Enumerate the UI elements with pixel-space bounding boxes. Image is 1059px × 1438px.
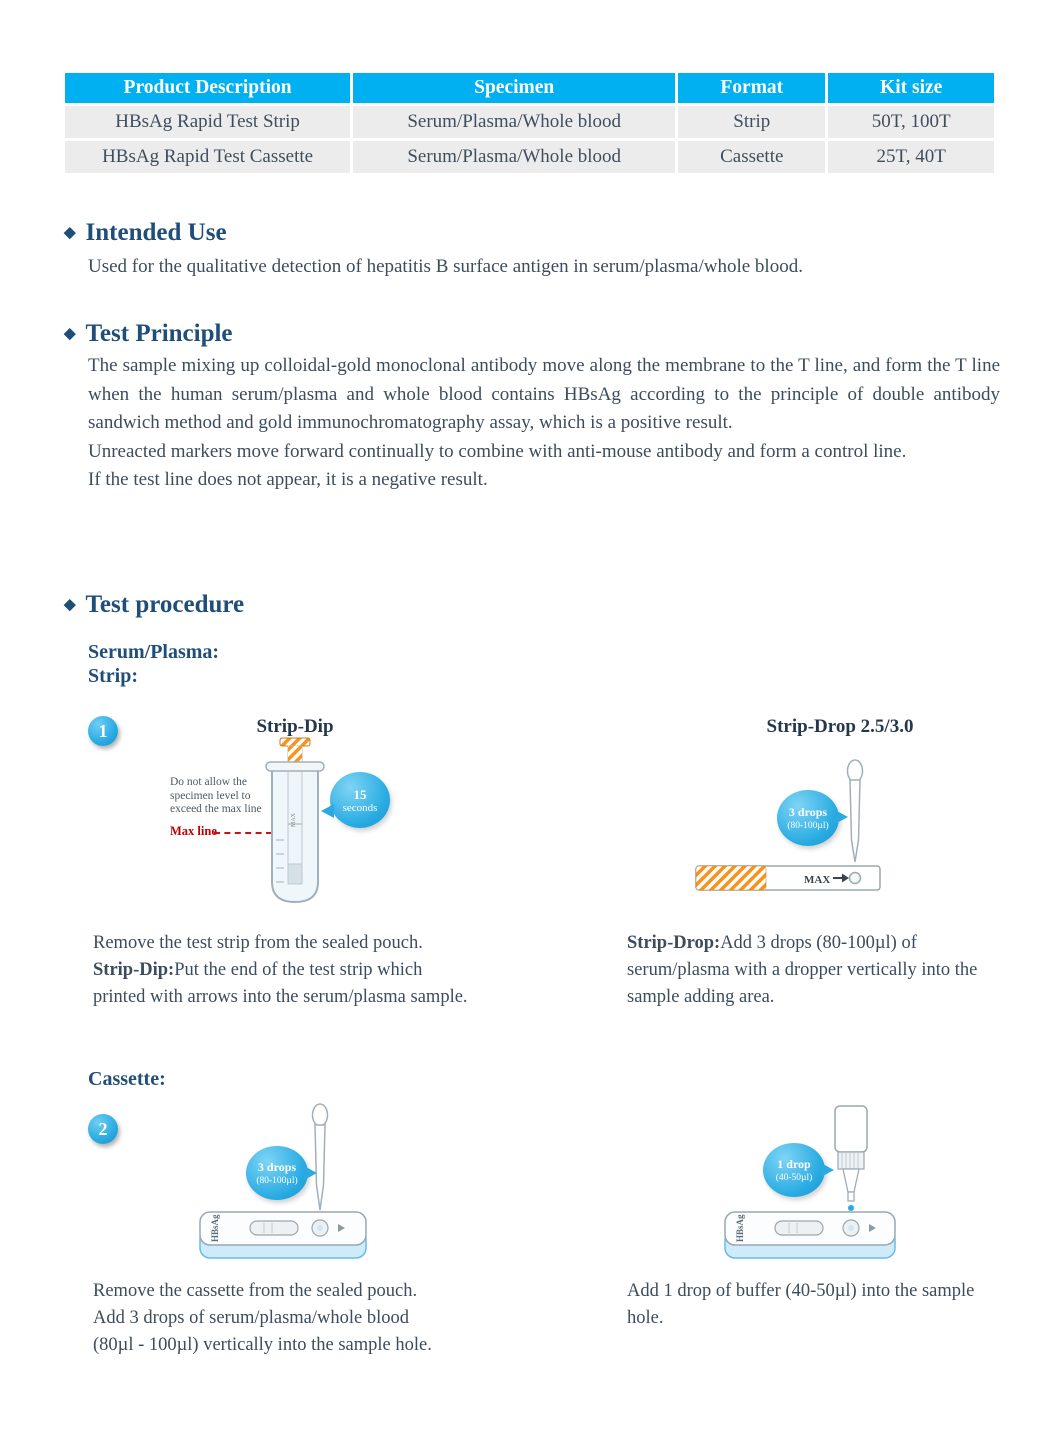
table-cell: 25T, 40T — [828, 141, 994, 173]
bubble-text: 3 drops — [788, 804, 828, 819]
sample-well-inner — [317, 1225, 323, 1231]
principle-paragraph: If the test line does not appear, it is a negative result. — [88, 469, 488, 490]
bottle-nozzle — [843, 1169, 859, 1192]
strip-drop-title: Strip-Drop 2.5/3.0 — [766, 716, 914, 737]
tube-rim — [266, 762, 324, 771]
drop-speech-bubble — [763, 1143, 825, 1197]
drops-speech-bubble — [246, 1146, 308, 1200]
strip-label: Strip: — [88, 665, 138, 687]
drops-speech-bubble — [777, 790, 839, 846]
dropper-bulb — [313, 1104, 328, 1126]
step-1-badge: 1 — [88, 716, 118, 746]
buffer-bottle-body — [835, 1106, 867, 1152]
bubble-text: seconds — [342, 801, 378, 814]
section-title: Test Principle — [85, 320, 233, 347]
droplet — [848, 1205, 854, 1211]
diamond-bullet-icon: ◆ — [64, 596, 76, 613]
nozzle-tip — [848, 1192, 854, 1201]
table-header-format: Format — [678, 73, 825, 103]
strip-dip-caption — [93, 930, 471, 1011]
caption-bold: Strip-Dip: — [93, 960, 175, 980]
step2-caption-block — [62, 1278, 997, 1398]
strip-dip-title: Strip-Dip — [256, 716, 334, 737]
caption-text: hole. — [627, 1308, 664, 1328]
intended-use-heading — [64, 218, 227, 248]
step2-figure-block — [62, 1098, 997, 1274]
test-procedure-heading — [64, 590, 244, 620]
table-cell: Cassette — [678, 141, 825, 173]
seconds-speech-bubble — [330, 772, 390, 828]
cassette-label: Cassette: — [88, 1068, 166, 1090]
table-header-specimen: Specimen — [353, 73, 675, 103]
dropper-shaft — [850, 780, 860, 862]
strip-hatch — [696, 866, 766, 890]
test-principle-body — [88, 352, 1000, 495]
table-cell: 50T, 100T — [828, 106, 994, 138]
section-title: Intended Use — [85, 219, 227, 246]
result-window — [775, 1221, 823, 1235]
caption-text: Remove the cassette from the sealed pouch. — [93, 1281, 418, 1301]
step1-caption-block — [62, 930, 997, 1060]
dropper-bulb — [848, 760, 863, 782]
bubble-text: 3 drops — [257, 1159, 297, 1174]
caption-text: Remove the test strip from the sealed pouch. — [93, 933, 423, 953]
caption-text: Add 3 drops (80-100µl) of serum/plasma with a dropper vertically into the sample adding area. — [627, 933, 978, 1007]
bubble-text: 15 — [353, 786, 367, 802]
cassette-brand-text: HBsAg — [735, 1214, 745, 1242]
max-line-annotation: Do not allow the specimen level to exceed the max line — [170, 776, 262, 815]
sample-well-inner — [848, 1225, 854, 1231]
diamond-bullet-icon: ◆ — [64, 325, 76, 342]
cassette-caption — [93, 1278, 493, 1359]
principle-paragraph: Unreacted markers move forward continually to combine with anti-mouse antibody and form a control line. — [88, 440, 907, 462]
max-mark: MAX — [804, 874, 831, 886]
bubble-text: (80-100µl) — [787, 820, 829, 831]
result-window — [250, 1221, 298, 1235]
caption-text: Put the end of the test strip which printed with arrows into the serum/plasma sample. — [93, 960, 468, 1007]
buffer-caption — [627, 1278, 1027, 1332]
diamond-bullet-icon: ◆ — [64, 224, 76, 241]
cassette-brand-text: HBsAg — [210, 1214, 220, 1242]
bubble-text: (80-100µl) — [256, 1175, 298, 1186]
test-principle-heading — [64, 319, 233, 349]
principle-paragraph: The sample mixing up colloidal-gold monoclonal antibody move along the membrane to the T line, and form the T line when the human serum/plasma and whole blood contains HBsAg according to the principle of double antibody sandwich method and gold immunochromatography assay, which is a positive result. — [88, 355, 1000, 433]
table-cell: Serum/Plasma/Whole blood — [353, 106, 675, 138]
caption-text: (80µl - 100µl) vertically into the sample hole. — [93, 1335, 432, 1355]
table-header-product-description: Product Description — [65, 73, 350, 103]
table-row — [65, 141, 994, 173]
caption-bold: Strip-Drop: — [627, 933, 721, 953]
step-2-badge: 2 — [88, 1114, 118, 1144]
sample-hole — [850, 873, 861, 884]
table-cell: HBsAg Rapid Test Strip — [65, 106, 350, 138]
intended-use-body: Used for the qualitative detection of hepatitis B surface antigen in serum/plasma/whole blood. — [88, 256, 803, 277]
table-cell: HBsAg Rapid Test Cassette — [65, 141, 350, 173]
bubble-text: (40-50µl) — [775, 1172, 813, 1183]
caption-text: Add 1 drop of buffer (40-50µl) into the sample — [627, 1281, 975, 1301]
caption-text: Add 3 drops of serum/plasma/whole blood — [93, 1308, 409, 1328]
table-cell: Serum/Plasma/Whole blood — [353, 141, 675, 173]
table-header-row — [65, 73, 994, 103]
strip-cap — [280, 738, 310, 746]
table-row — [65, 106, 994, 138]
table-header-kit-size: Kit size — [828, 73, 994, 103]
section-title: Test procedure — [85, 591, 245, 618]
step1-figure-block — [62, 708, 997, 930]
serum-plasma-label: Serum/Plasma: — [88, 641, 220, 663]
bubble-text: 1 drop — [777, 1156, 811, 1171]
strip-drop-caption — [627, 930, 1019, 1011]
table-cell: Strip — [678, 106, 825, 138]
product-spec-table — [62, 70, 997, 176]
max-line-label: Max line — [170, 824, 217, 838]
